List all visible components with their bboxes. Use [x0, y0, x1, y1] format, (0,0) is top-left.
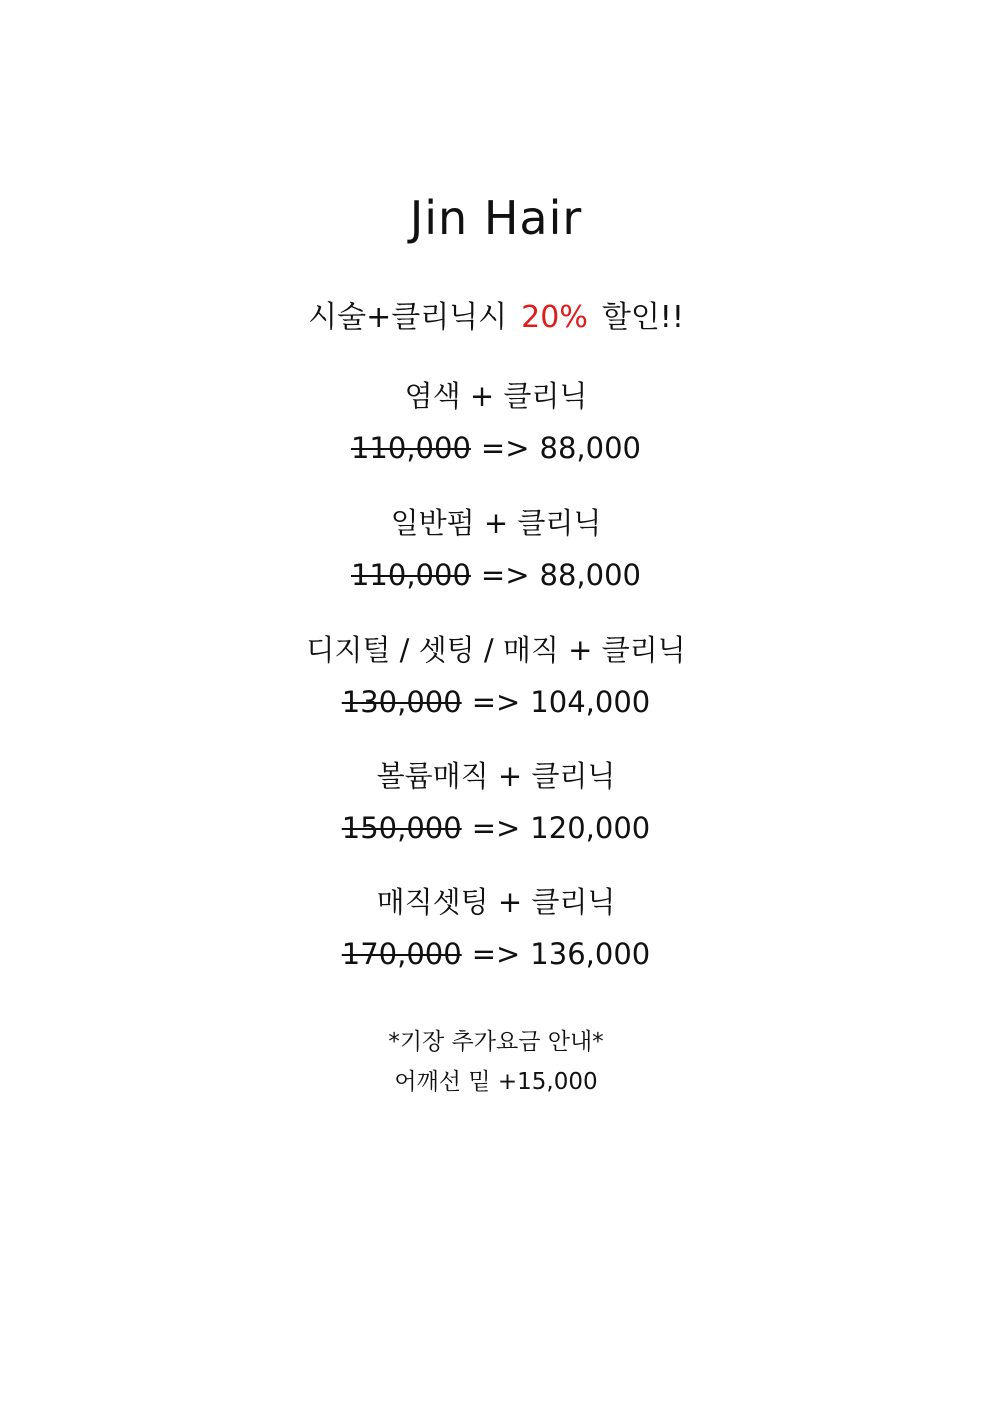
promo-discount: 20%: [521, 300, 588, 335]
price-item: [0, 630, 992, 722]
promo-banner: [0, 296, 992, 340]
original-price: 130,000: [341, 685, 462, 719]
arrow: =>: [480, 431, 530, 465]
service-name: 볼륨매직 + 클리닉: [376, 759, 616, 793]
page-title: Jin Hair: [409, 191, 583, 245]
arrow: =>: [480, 558, 530, 592]
note-line: 어깨선 밑 +15,000: [394, 1069, 598, 1095]
price-line: [0, 555, 992, 595]
discounted-price: 104,000: [530, 685, 651, 719]
price-item: [0, 756, 992, 848]
original-price: 110,000: [350, 558, 471, 592]
original-price: 150,000: [341, 811, 462, 845]
discounted-price: 120,000: [530, 811, 651, 845]
price-line: [0, 428, 992, 468]
service-name: 일반펌 + 클리닉: [390, 506, 602, 540]
service-name: 염색 + 클리닉: [404, 379, 588, 413]
length-surcharge-note: [0, 1022, 992, 1102]
promo-suffix: 할인!!: [601, 300, 684, 335]
note-heading: *기장 추가요금 안내*: [388, 1029, 604, 1055]
price-line: [0, 682, 992, 722]
discounted-price: 88,000: [539, 431, 642, 465]
arrow: =>: [471, 811, 521, 845]
price-item: [0, 882, 992, 974]
promo-prefix: 시술+클리닉시: [308, 300, 508, 335]
price-item: [0, 376, 992, 468]
service-name: 매직셋팅 + 클리닉: [376, 885, 616, 919]
discounted-price: 136,000: [530, 937, 651, 971]
service-name: 디지털 / 셋팅 / 매직 + 클리닉: [306, 633, 686, 667]
original-price: 170,000: [341, 937, 462, 971]
price-line: [0, 808, 992, 848]
original-price: 110,000: [350, 431, 471, 465]
price-item: [0, 503, 992, 595]
discounted-price: 88,000: [539, 558, 642, 592]
arrow: =>: [471, 685, 521, 719]
price-line: [0, 934, 992, 974]
arrow: =>: [471, 937, 521, 971]
